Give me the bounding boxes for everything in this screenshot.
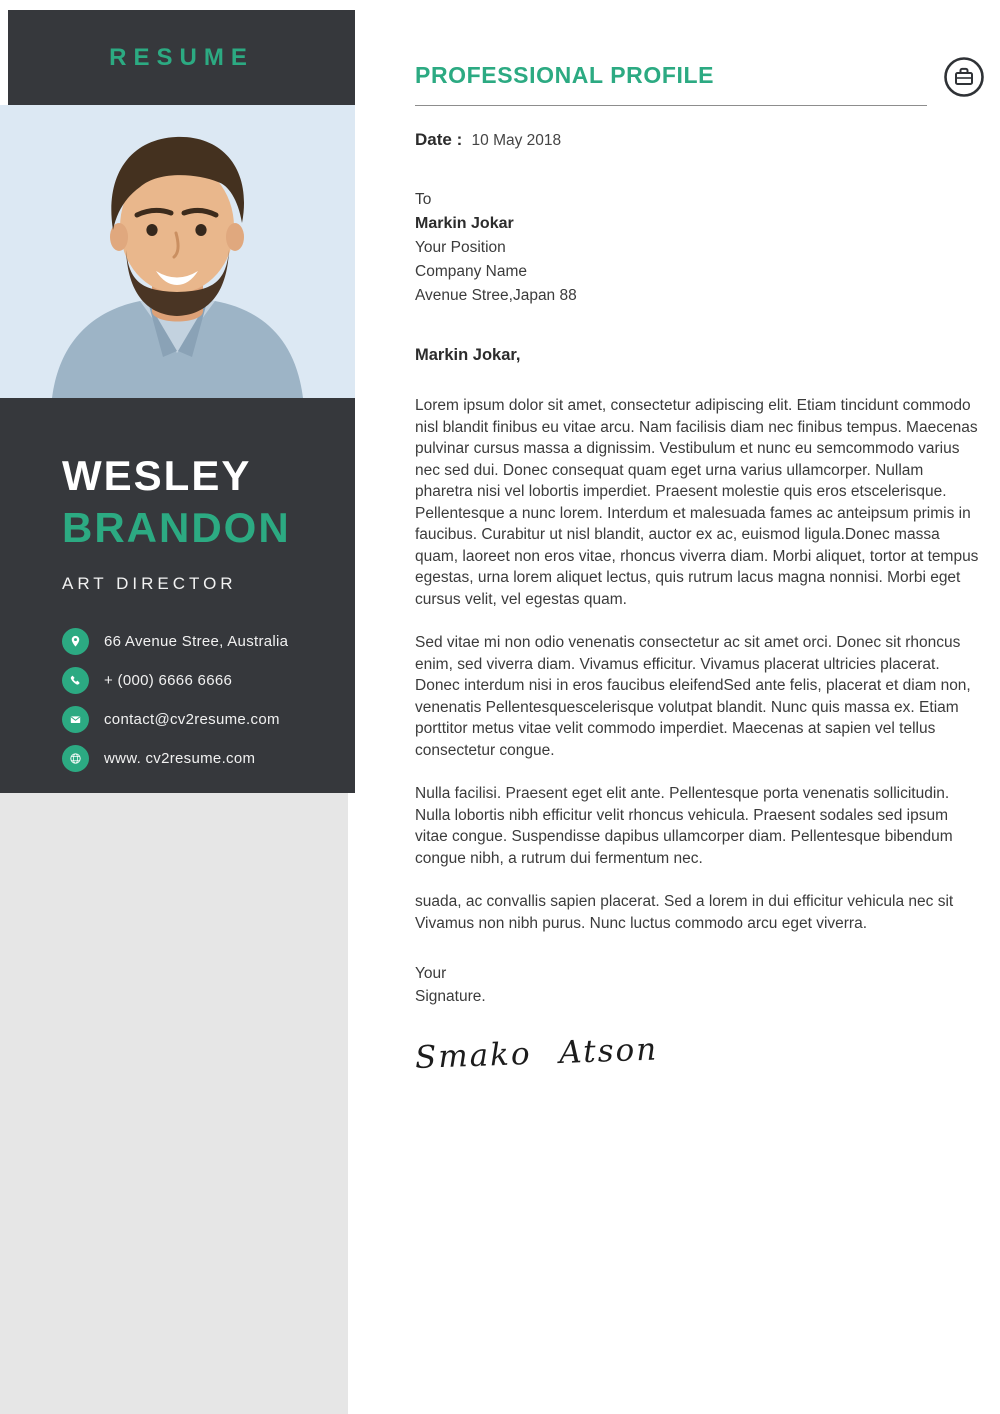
profile-photo-illustration	[0, 105, 355, 398]
contact-phone	[62, 667, 325, 694]
contact-phone-text: + (000) 6666 6666	[104, 672, 233, 689]
date-value: 10 May 2018	[471, 132, 562, 149]
briefcase-icon	[943, 56, 985, 98]
location-pin-icon	[62, 628, 89, 655]
recipient-block	[415, 188, 985, 308]
body-paragraph: Nulla facilisi. Praesent eget elit ante. Pellentesque porta venenatis sollicitudin. Nulla lobortis nibh efficitur velit rhoncus vehicula. Praesent sodales sed ipsum vitae congue. Suspendisse dapibus ullamcorper diam. Pellentesque bibendum congue nibh, a rutrum dui fermentum nec.	[415, 785, 953, 867]
body-paragraph: suada, ac convallis sapien placerat. Sed a lorem in dui efficitur vehicula nec sit Vivamus non nibh purus. Nunc luctus commodo arcu eget viverra.	[415, 893, 954, 932]
contact-address	[62, 628, 325, 655]
contact-address-text: 66 Avenue Stree, Australia	[104, 633, 289, 650]
recipient-to-label: To	[415, 191, 432, 208]
closing-line-2: Signature.	[415, 988, 486, 1005]
sidebar-footer-block	[0, 793, 348, 1414]
resume-banner-label: RESUME	[109, 43, 254, 71]
email-icon	[62, 706, 89, 733]
title-underline	[415, 62, 927, 106]
first-name: WESLEY	[62, 452, 252, 499]
recipient-position: Your Position	[415, 239, 506, 256]
recipient-company: Company Name	[415, 263, 527, 280]
closing-block	[415, 962, 985, 1008]
recipient-address: Avenue Stree,Japan 88	[415, 287, 577, 304]
page-title: PROFESSIONAL PROFILE	[415, 62, 715, 88]
salutation: Markin Jokar,	[415, 346, 521, 364]
contact-website	[62, 745, 325, 772]
contact-list	[62, 628, 325, 772]
date-label: Date :	[415, 130, 463, 149]
resume-banner	[8, 10, 355, 105]
contact-email-text: contact@cv2resume.com	[104, 711, 280, 728]
body-paragraph: Lorem ipsum dolor sit amet, consectetur adipiscing elit. Etiam tincidunt commodo nisl blandit finibus eu vitae arcu. Nam facilisis diam nec finibus tempus. Maecenas pulvinar cursus massa a dignissim. Vestibulum et nunc eu semcommodo varius nec sed dui. Donec consequat quam eget urna varius ullamcorper. Nullam pharetra nisi vel lobortis imperdiet. Praesent molestie quis eros etscelerisque. Pellentesque a nunc lorem. Interdum et malesuada fames ac anteipsum primis in faucibus. Curabitur ut nisl blandit, auctor ex ac, euismod ligula.Donec massa quam, laoreet non eros vitae, rhoncus viverra diam. Morbi aliquet, tortor at tempus egestas, urna lorem aliquet lectus, quis rutrum lacus magna nonnisi. Morbi eget cursus velit, vel egestas quam.	[415, 397, 979, 608]
contact-website-text: www. cv2resume.com	[104, 750, 256, 767]
contact-email	[62, 706, 325, 733]
person-name	[62, 450, 325, 554]
signature-script: Smako Atson	[414, 1031, 659, 1076]
recipient-name: Markin Jokar	[415, 215, 514, 232]
job-title: ART DIRECTOR	[62, 574, 237, 593]
globe-icon	[62, 745, 89, 772]
phone-icon	[62, 667, 89, 694]
letter-header	[415, 62, 985, 106]
body-paragraph: Sed vitae mi non odio venenatis consectetur ac sit amet orci. Donec sit rhoncus enim, sed viverra diam. Vivamus efficitur. Vivamus placerat ultricies placerat. Donec interdum nisi in eros faucibus eleifendSed ante felis, placerat et diam non, venenatis Pellentesquescelerisque volutpat blandit. Nunc quis massa ex. Etiam porttitor metus vitae velit commodo imperdiet. Maecenas at sapien vel tellus consectetur congue.	[415, 634, 971, 759]
sidebar-identity-panel	[0, 398, 355, 793]
letter-body	[415, 395, 985, 934]
letter-content	[415, 62, 985, 1076]
sidebar	[0, 0, 355, 1414]
last-name: BRANDON	[62, 504, 291, 551]
closing-line-1: Your	[415, 965, 447, 982]
date-row	[415, 130, 985, 150]
profile-photo	[0, 105, 355, 398]
